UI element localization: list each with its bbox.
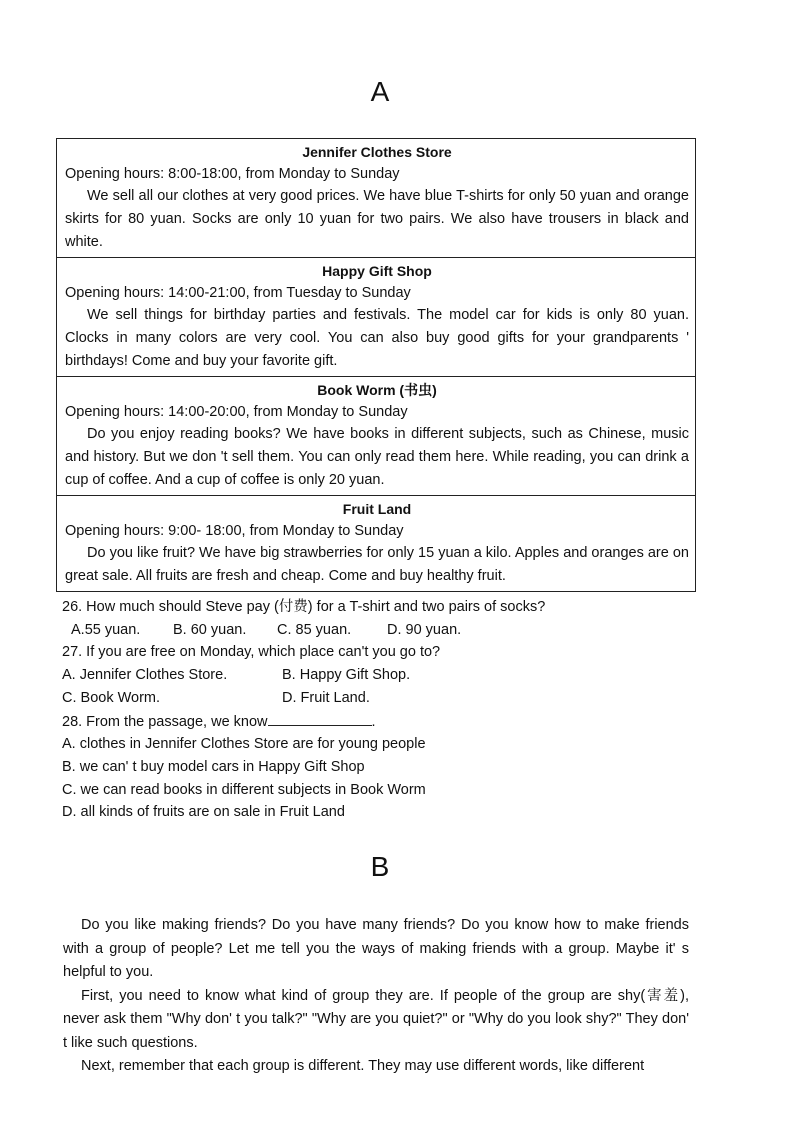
option-a: A. clothes in Jennifer Clothes Store are for young people [62,736,426,753]
question-27-stem: 27. If you are free on Monday, which place can't you go to? [62,644,441,661]
store-table [56,138,696,592]
section-a-heading: A [370,76,390,107]
question-27-options-row-2 [62,687,722,710]
option-a: A.55 yuan. [71,621,141,638]
question-28-stem [62,710,722,734]
passage-b [63,914,689,1079]
option-c: C. we can read books in different subjects in Book Worm [62,781,426,798]
store-happy-gift [57,257,695,376]
store-jennifer [57,139,695,257]
question-28-stem-end: . [371,713,376,730]
question-26-stem: 26. How much should Steve pay (付费) for a T-shirt and two pairs of socks? [62,599,546,615]
question-27-options-row-1 [62,664,722,687]
section-b-heading: B [370,851,390,882]
store-description: We sell all our clothes at very good prices. We have blue T-shirts for only 50 yuan and orange skirts for 80 yuan. Socks are only 10 yuan for two pairs. We also have trousers in black and white. [65,188,689,250]
option-b: B. 60 yuan. [173,621,247,638]
question-26-options [62,619,722,642]
store-name: Book Worm (书虫) [317,382,437,398]
store-name: Jennifer Clothes Store [302,144,452,160]
paragraph: First, you need to know what kind of group they are. If people of the group are shy(害羞), never ask them "Why don' t you talk?" "Why are you quiet?" or "Why do you look shy?" They don' t like such questions. [63,987,689,1051]
store-description: Do you enjoy reading books? We have books in different subjects, such as Chinese, music and history. But we don 't sell them. You can only read them here. While reading, you can drink a cup of coffee. And a cup of coffee is only 20 yuan. [65,426,689,488]
paragraph: Do you like making friends? Do you have many friends? Do you know how to make friends with a group of people? Let me tell you the ways of making friends with a group. Maybe it' s helpful to you. [63,917,689,980]
store-hours: Opening hours: 8:00-18:00, from Monday to Sunday [65,166,400,182]
option-b: B. Happy Gift Shop. [282,667,411,684]
store-name: Fruit Land [342,501,412,517]
option-c: C. 85 yuan. [277,621,352,638]
option-b: B. we can' t buy model cars in Happy Gift Shop [62,758,365,775]
store-fruit-land [57,495,695,591]
store-description: Do you like fruit? We have big strawberries for only 15 yuan a kilo. Apples and oranges are on great sale. All fruits are fresh and cheap. Come and buy healthy fruit. [65,545,689,584]
question-list [62,596,722,824]
store-book-worm [57,376,695,495]
store-hours: Opening hours: 14:00-20:00, from Monday to Sunday [65,404,408,420]
answer-blank [268,710,372,726]
option-a: A. Jennifer Clothes Store. [62,667,228,684]
option-c: C. Book Worm. [62,689,161,706]
store-description: We sell things for birthday parties and festivals. The model car for kids is only 80 yuan. Clocks in many colors are very cool. You can also buy good gifts for your grandparents ' birthdays! Come and buy your favorite gift. [65,307,689,369]
option-d: D. Fruit Land. [282,689,370,706]
paragraph: Next, remember that each group is different. They may use different words, like different [81,1058,645,1074]
store-hours: Opening hours: 9:00- 18:00, from Monday to Sunday [65,523,404,539]
store-name: Happy Gift Shop [322,263,432,279]
question-28-stem-text: 28. From the passage, we know [62,713,268,730]
option-d: D. 90 yuan. [387,621,462,638]
store-hours: Opening hours: 14:00-21:00, from Tuesday to Sunday [65,285,411,301]
option-d: D. all kinds of fruits are on sale in Fruit Land [62,804,345,821]
